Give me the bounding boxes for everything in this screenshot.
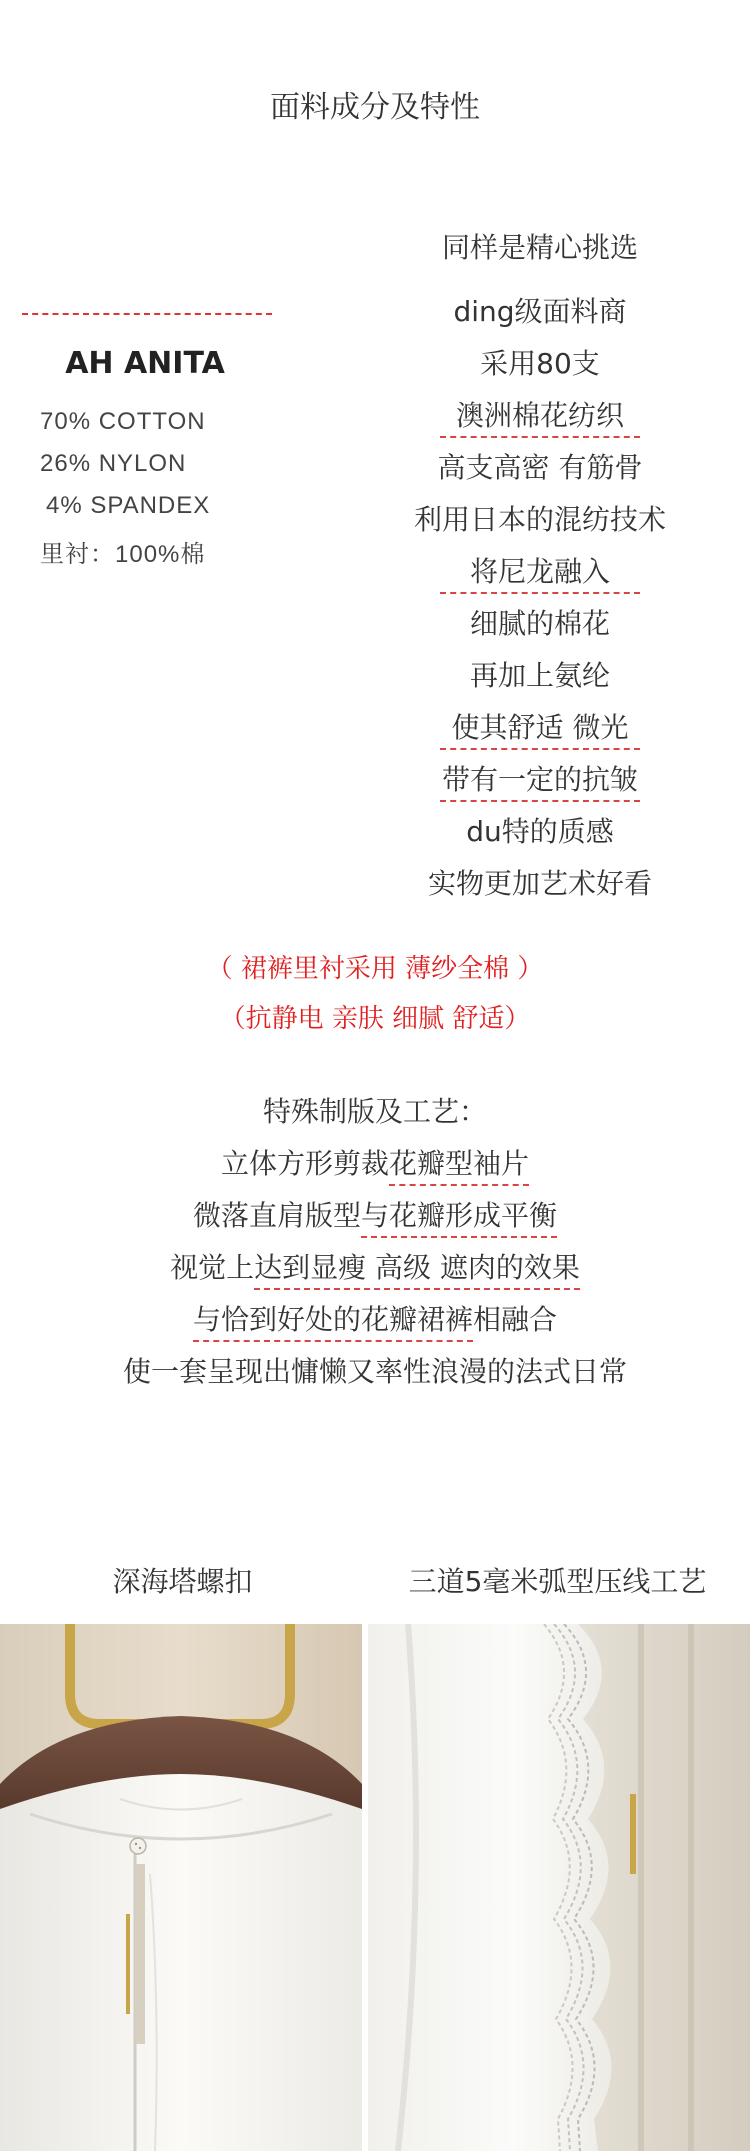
right-photo-caption: 三道5毫米弧型压线工艺: [408, 1565, 707, 1598]
craft-heading: 特殊制版及工艺：: [262, 1095, 487, 1128]
craft-line: [0, 1194, 750, 1238]
lining-benefits: （抗静电 亲肤 细腻 舒适）: [219, 1004, 531, 1034]
craft-line-segment: 达到显瘦 高级 遮肉的效果: [254, 1246, 580, 1290]
feature-line: 澳洲棉花纺织: [440, 394, 640, 438]
feature-line: 细腻的棉花: [469, 607, 610, 640]
feature-line: 高支高密 有筋骨: [437, 451, 643, 484]
composition-lining: 里衬：100%棉: [40, 541, 206, 568]
feature-line: 使其舒适 微光: [440, 706, 640, 750]
craft-line: [0, 1298, 750, 1342]
feature-line: 实物更加艺术好看: [427, 867, 652, 900]
feature-line: 采用80支: [480, 347, 600, 380]
craft-line-segment: 相融合: [473, 1303, 558, 1336]
feature-line: 带有一定的抗皱: [440, 758, 640, 802]
craft-line-segment: 花瓣型袖片: [389, 1142, 529, 1186]
stitching-detail-photo: [368, 1624, 750, 2151]
composition-spandex: 4% SPANDEX: [46, 492, 211, 519]
feature-line: 同样是精心挑选: [441, 231, 638, 264]
button-detail-photo: [0, 1624, 362, 2151]
feature-line: du特的质感: [466, 815, 614, 848]
feature-line: ding级面料商: [453, 295, 627, 328]
craft-line: [0, 1350, 750, 1390]
lining-note: （ 裙裤里衬采用 薄纱全棉 ）: [206, 954, 544, 984]
feature-line: 再加上氨纶: [469, 659, 610, 692]
left-photo-caption: 深海塔螺扣: [112, 1565, 253, 1598]
page-title: 面料成分及特性: [270, 90, 480, 125]
craft-line-segment: 与恰到好处的花瓣裙裤: [193, 1298, 473, 1342]
craft-line: [0, 1246, 750, 1290]
red-dashed-divider: [22, 313, 272, 315]
craft-line-segment: 与花瓣形成平衡: [361, 1194, 557, 1238]
craft-line-segment: 视觉上: [170, 1251, 255, 1284]
feature-line: 将尼龙融入: [440, 550, 640, 594]
brand-name: AH ANITA: [65, 346, 225, 381]
feature-line: 利用日本的混纺技术: [413, 503, 666, 536]
composition-cotton: 70% COTTON: [40, 408, 206, 435]
craft-line-segment: 立体方形剪裁: [220, 1147, 389, 1180]
craft-line-segment: 微落直肩版型: [192, 1199, 361, 1232]
craft-line-segment: 使一套呈现出慵懒又率性浪漫的法式日常: [122, 1355, 627, 1388]
composition-nylon: 26% NYLON: [40, 450, 187, 477]
craft-line: [0, 1142, 750, 1186]
